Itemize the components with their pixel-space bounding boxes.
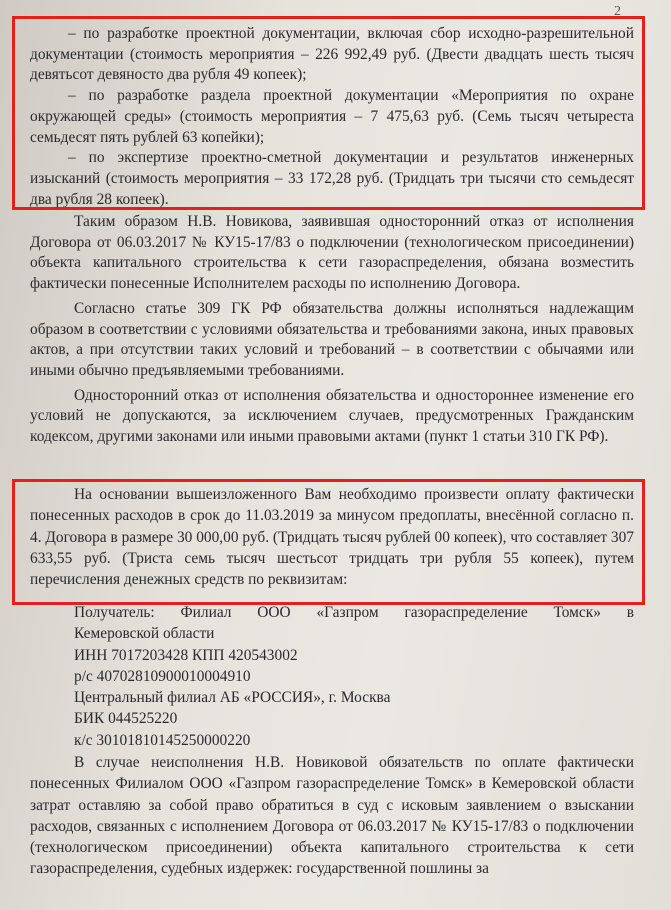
expense-item-environment: – по разработке раздела проектной документации «Мероприятия по охране окружающей среды» (стоимость мероприятия – 7 475,63 руб. (Семь тысяч четыреста семьдесят пять рублей 63 копейки); xyxy=(30,87,634,146)
requisite-bank: Центральный филиал АБ «РОССИЯ», г. Москва xyxy=(74,689,391,707)
payment-section xyxy=(30,484,634,590)
paragraph-payment-demand: На основании вышеизложенного Вам необходимо произвести оплату фактически понесенных расходов в срок до 11.03.2019 за минусом предоплаты, внесённой согласно п. 4. Договора в размере 30 000,00 руб. (Тридцать тысяч рублей 00 копеек), что составляет 307 633,55 руб. (Триста семь тысяч шестьсот тридцать три рубля 55 копеек), путем перечисления денежных средств по реквизитам: xyxy=(30,486,634,589)
requisite-account: р/с 40702810900010004910 xyxy=(74,667,251,685)
page-number: 2 xyxy=(614,4,621,19)
expense-item-expertise: – по экспертизе проектно-сметной документации и результатов инженерных изысканий (стоимость мероприятия – 33 172,28 руб. (Тридцать три тысячи сто семьдесят два рубля 28 копеек). xyxy=(30,149,634,208)
expense-items-list xyxy=(30,24,634,210)
payment-requisites xyxy=(74,602,634,751)
body-paragraphs xyxy=(30,212,634,448)
requisite-inn-kpp: ИНН 7017203428 КПП 420543002 xyxy=(74,646,298,664)
expense-item-design-docs: – по разработке проектной документации, включая сбор исходно-разрешительной документации (стоимость мероприятия – 226 992,49 руб. (Двести двадцать шесть тысяч девятьсот девяносто два рубля 49 копеек); xyxy=(30,25,634,84)
closing-section xyxy=(30,752,634,880)
paragraph-court-warning: В случае неисполнения Н.В. Новиковой обязательств по оплате фактически понесенных Филиалом ООО «Газпром газораспределение Томск» в Кемеровской области затрат оставляю за собой право обратиться в суд с исковым заявлением о взыскании расходов, связанных с исполнением Договора от 06.03.2017 № КУ15-17/83 о подключении (технологическом присоединении) объекта капитального строительства к сети газораспределения, судебных издержек: государственной пошлины за xyxy=(30,754,634,878)
paragraph-conclusion: Таким образом Н.В. Новикова, заявившая односторонний отказ от исполнения Договора от 06.03.2017 № КУ15-17/83 о подключении (технологическом присоединении) объекта капитального строительства к сети газораспределения, обязана возместить фактически понесенные Исполнителем расходы по исполнению Договора. xyxy=(30,213,634,293)
requisite-bik: БИК 044525220 xyxy=(74,710,178,728)
paragraph-article-309: Согласно статье 309 ГК РФ обязательства должны исполняться надлежащим образом в соответствии с условиями обязательства и требованиями закона, иных правовых актов, а при отсутствии таких условий и требований – в соответствии с обычаями или иными обычно предъявляемыми требованиями. xyxy=(30,299,634,379)
requisite-recipient-region: Кемеровской области xyxy=(74,625,215,643)
requisite-corr-account: к/с 30101810145250000220 xyxy=(74,731,251,749)
paragraph-article-310: Односторонний отказ от исполнения обязательства и одностороннее изменение его условий не допускаются, за исключением случаев, предусмотренных Гражданским кодексом, другими законами или иными правовыми актами (пункт 1 статьи 310 ГК РФ). xyxy=(30,386,634,446)
requisite-recipient: Получатель: Филиал ООО «Газпром газораспределение Томск» в xyxy=(74,604,634,621)
